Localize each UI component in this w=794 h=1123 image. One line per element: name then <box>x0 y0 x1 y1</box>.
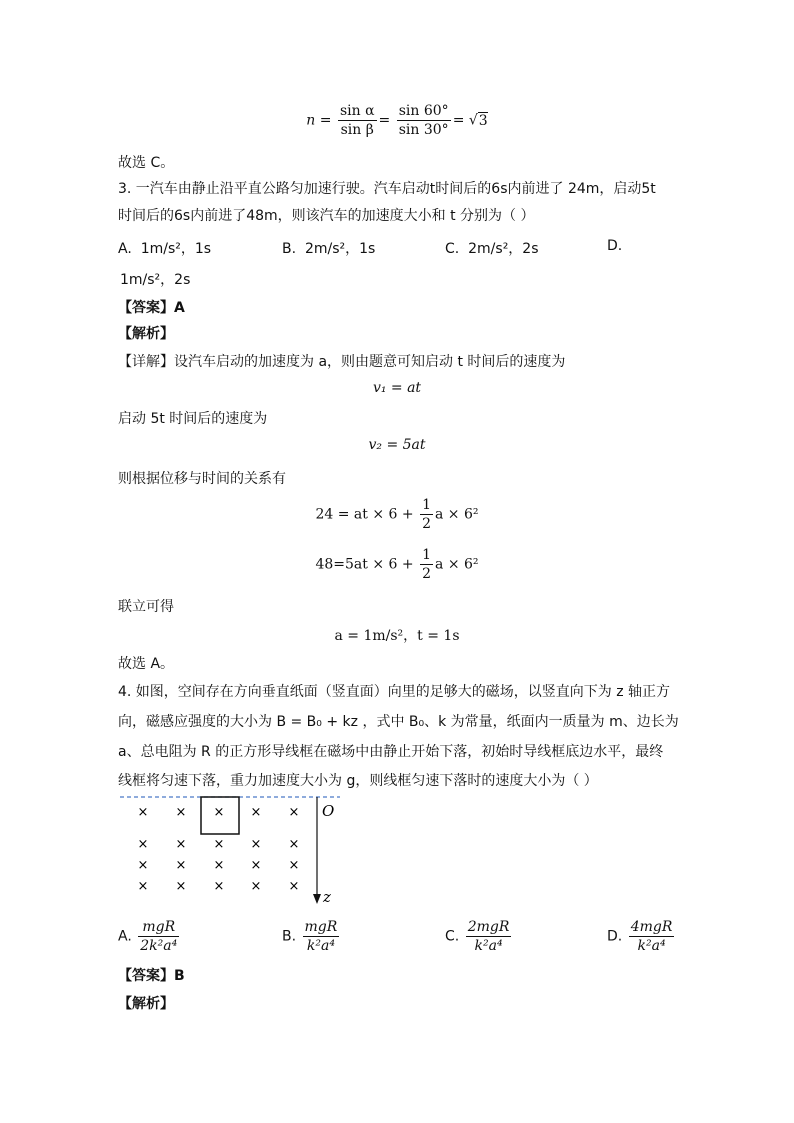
q4-stem-line1: 4. 如图，空间存在方向垂直纸面（竖直面）向里的足够大的磁场，以竖直向下为 z 轴正方 <box>118 684 671 700</box>
fraction-numerator: 2mgR <box>467 919 510 935</box>
z-axis-arrowhead <box>313 894 321 904</box>
q2-conclusion: 故选 C。 <box>118 155 175 171</box>
q3-option-c[interactable] <box>445 238 539 258</box>
fraction-denominator: 2k²a⁴ <box>140 938 178 954</box>
q4-stem-line3: a、总电阻为 R 的正方形导线框在磁场中由静止开始下落，初始时导线框底边水平，最终 <box>118 744 664 760</box>
q4-option-c[interactable] <box>445 918 513 955</box>
fraction-denominator: k²a⁴ <box>474 938 503 954</box>
q3-text-relation: 则根据位移与时间的关系有 <box>118 471 286 487</box>
eq-right: a × 6² <box>435 556 479 573</box>
eq-right: a × 6² <box>435 506 479 523</box>
field-cross-mark: × <box>137 805 149 820</box>
fraction-numerator: 4mgR <box>630 919 673 935</box>
q3-conclusion: 故选 A。 <box>118 656 175 672</box>
field-cross-grid <box>138 805 300 894</box>
option-label: B. <box>282 928 297 945</box>
field-cross-mark: × <box>213 879 225 894</box>
fraction-sin-values <box>397 102 451 139</box>
fraction-denominator: k²a⁴ <box>306 938 335 954</box>
q3-text-5t: 启动 5t 时间后的速度为 <box>118 411 268 427</box>
eq-displacement-2 <box>0 546 794 583</box>
fraction-denominator: 2 <box>422 516 431 532</box>
option-fraction <box>629 918 675 955</box>
q3-detail: 【详解】设汽车启动的加速度为 a，则由题意可知启动 t 时间后的速度为 <box>118 354 566 370</box>
q3-stem-line1: 3. 一汽车由静止沿平直公路匀加速行驶。汽车启动t时间后的6s内前进了 24m，启动5t <box>118 181 656 197</box>
fraction-numerator: mgR <box>138 918 179 937</box>
q3-text-solve: 联立可得 <box>118 599 174 615</box>
field-cross-mark: × <box>213 858 225 873</box>
field-cross-mark: × <box>288 858 300 873</box>
eq-result: a = 1m/s²，t = 1s <box>334 628 460 644</box>
q4-analysis-heading: 【解析】 <box>118 996 174 1012</box>
fraction-alpha-beta <box>338 102 377 139</box>
option-label: C. <box>445 241 460 257</box>
option-fraction <box>138 918 179 955</box>
field-cross-mark: × <box>288 837 300 852</box>
field-cross-mark: × <box>175 837 187 852</box>
q3-option-b[interactable] <box>282 238 375 258</box>
eq-displacement-1 <box>0 496 794 533</box>
q3-answer: 【答案】A <box>118 300 185 316</box>
sqrt-value: 3 <box>478 112 488 129</box>
q3-option-d[interactable] <box>607 238 622 254</box>
origin-label: O <box>322 802 335 820</box>
refraction-formula: n = $\frac{\text{sin α}}{\text{sin β}}$ = $\frac{\sin 60^\circ}{\sin 30^\circ}$ = √3 <box>306 103 488 138</box>
q3-analysis-heading: 【解析】 <box>118 326 174 342</box>
fraction-half <box>420 496 433 533</box>
option-label: B. <box>282 241 297 257</box>
z-axis-label: z <box>323 888 331 906</box>
fraction-denominator: 2 <box>422 566 432 582</box>
option-fraction <box>466 918 512 955</box>
q3-option-d-text: 1m/s²，2s <box>120 272 191 288</box>
fraction-denominator: k²a⁴ <box>637 938 666 954</box>
option-text: 2m/s²，1s <box>304 241 376 257</box>
field-cross-mark: × <box>288 805 300 820</box>
field-cross-mark: × <box>137 858 149 873</box>
field-cross-mark: × <box>288 879 300 894</box>
field-cross-mark: × <box>175 805 187 820</box>
q3-option-a[interactable] <box>118 238 211 258</box>
field-cross-mark: × <box>250 879 262 894</box>
eq-left: 24 = at × 6 + <box>315 506 414 523</box>
q4-option-b[interactable] <box>282 918 341 955</box>
fraction-numerator: 1 <box>422 497 431 513</box>
q4-stem-line2: 向，磁感应强度的大小为 B = B₀ + kz ，式中 B₀、k 为常量，纸面内一质量为 m、边长为 <box>118 714 679 730</box>
option-label: D. <box>607 928 623 945</box>
option-label: A. <box>118 928 132 945</box>
fraction-numerator: sin 60° <box>398 103 449 119</box>
q4-answer: 【答案】B <box>118 968 185 984</box>
fraction-denominator: sin β <box>340 122 374 138</box>
q4-stem-line4: 线框将匀速下落，重力加速度大小为 g，则线框匀速下落时的速度大小为（ ） <box>118 773 598 789</box>
field-cross-mark: × <box>175 879 187 894</box>
q3-stem-line2: 时间后的6s内前进了48m，则该汽车的加速度大小和 t 分别为（ ） <box>118 208 535 224</box>
field-cross-mark: × <box>250 858 262 873</box>
option-label: A. <box>118 241 132 257</box>
fraction-half <box>420 546 433 583</box>
eq-v2: v₂ = 5at <box>368 437 426 453</box>
fraction-numerator: 1 <box>422 547 432 563</box>
q4-option-a[interactable] <box>118 918 181 955</box>
field-cross-mark: × <box>137 879 149 894</box>
fraction-numerator: mgR <box>304 919 338 935</box>
field-cross-mark: × <box>175 858 187 873</box>
fraction-numerator: sin α <box>339 103 375 119</box>
fraction-denominator: sin 30° <box>398 122 449 138</box>
formula-n: n <box>306 112 316 129</box>
option-text: 1m/s²，1s <box>140 241 212 257</box>
field-cross-mark: × <box>137 837 149 852</box>
q4-option-d[interactable] <box>607 918 676 955</box>
field-cross-mark: × <box>250 805 262 820</box>
option-fraction <box>303 918 340 955</box>
field-cross-mark: × <box>213 805 225 820</box>
option-text: 2m/s²，2s <box>468 241 539 257</box>
eq-v1: v₁ = at <box>372 380 422 396</box>
option-label: D. <box>607 238 623 254</box>
eq-left: 48=5at × 6 + <box>315 556 414 573</box>
field-cross-mark: × <box>213 837 225 852</box>
option-label: C. <box>445 928 460 945</box>
field-cross-mark: × <box>250 837 262 852</box>
magnetic-field-figure <box>115 790 345 910</box>
